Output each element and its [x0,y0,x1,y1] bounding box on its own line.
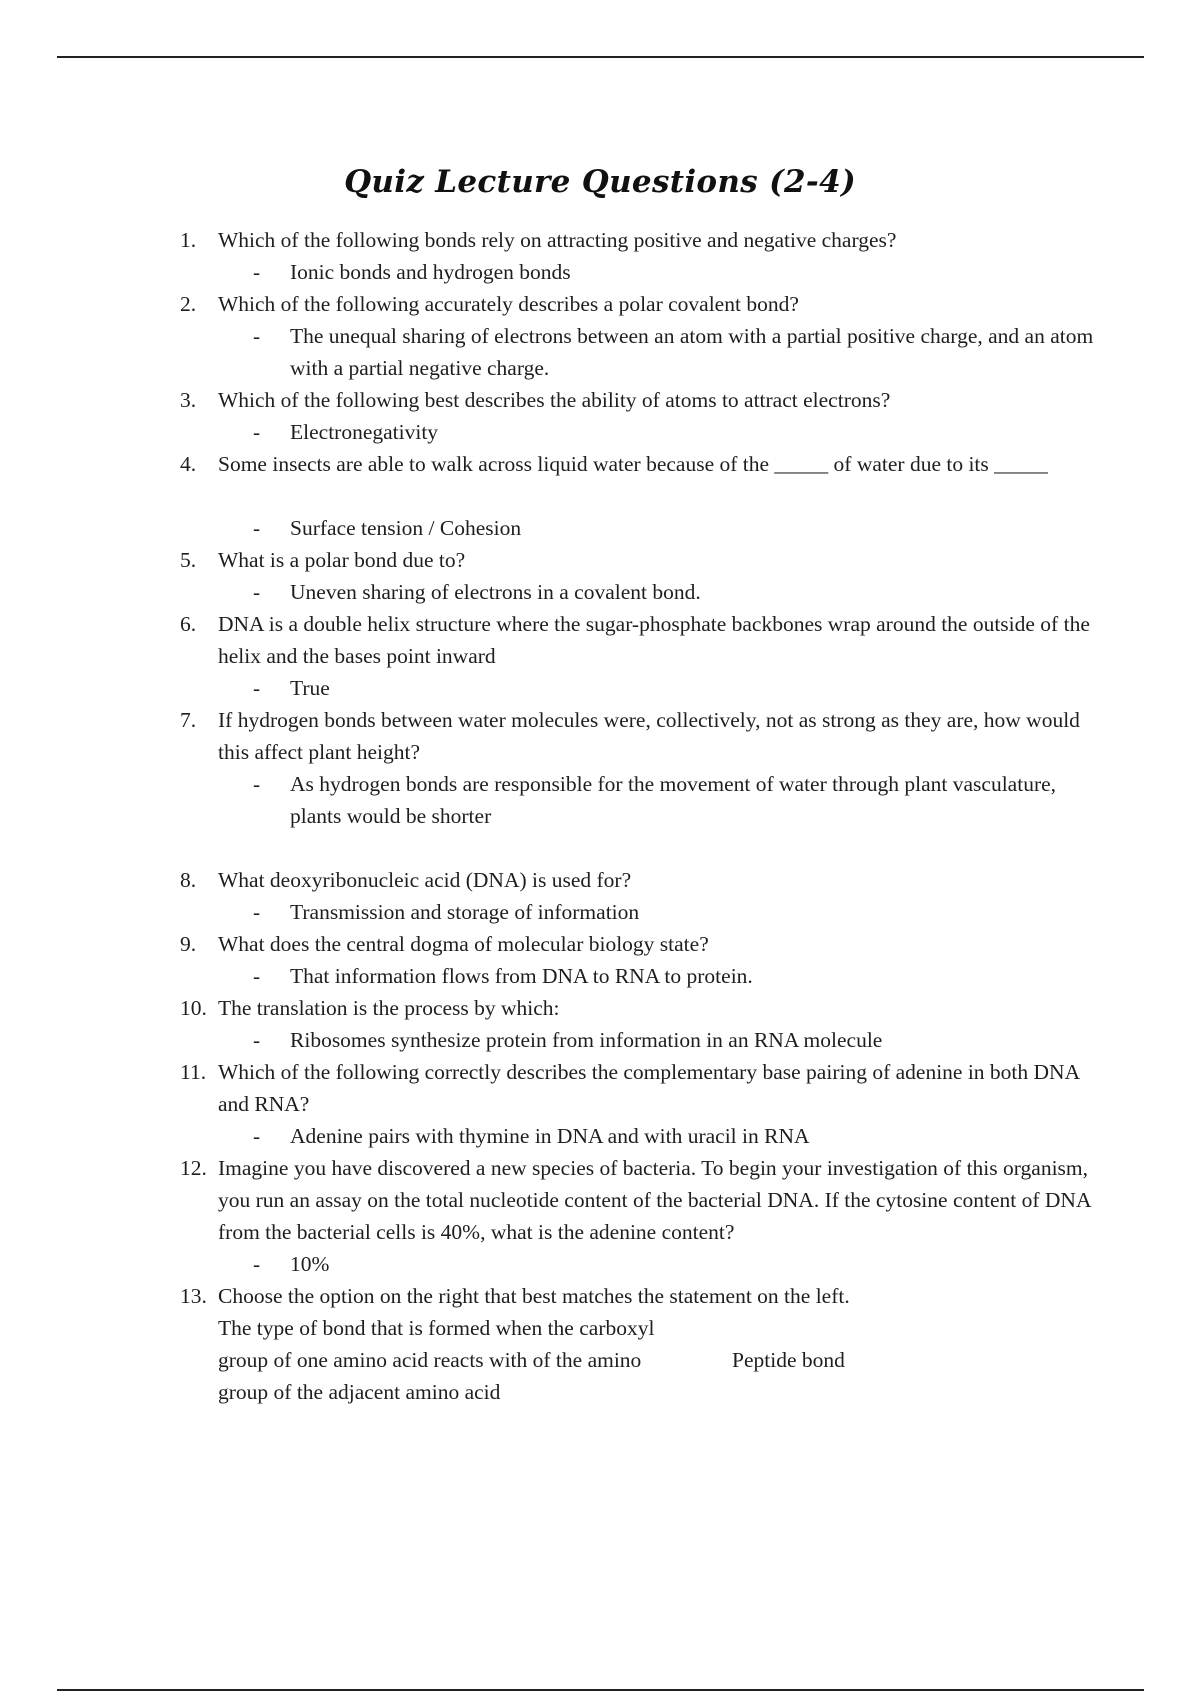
question-item-11 [180,1056,1100,1152]
question-text: Some insects are able to walk across liquid water because of the _____ of water due to its _____ [218,452,1048,476]
dash-bullet: - [253,1252,261,1276]
question-text: Which of the following best describes the ability of atoms to attract electrons? [218,388,891,412]
answer [253,1120,1100,1152]
dash-bullet: - [253,676,261,700]
answer-text: As hydrogen bonds are responsible for the movement of water through plant vasculature, plants would be shorter [290,772,1057,828]
question-text: What is a polar bond due to? [218,548,466,572]
answer-text: Uneven sharing of electrons in a covalent bond. [290,580,701,604]
question-number: 12. [180,1156,207,1180]
question-number: 1. [180,228,197,252]
page-title: Quiz Lecture Questions (2-4) [344,163,856,200]
question-item-9 [180,928,1100,992]
question-text: The translation is the process by which: [218,996,560,1020]
question-list [180,224,1100,1408]
question-text: Which of the following bonds rely on attracting positive and negative charges? [218,228,897,252]
answer [253,1024,1100,1056]
question-number: 4. [180,452,197,476]
answer-text: Surface tension / Cohesion [290,516,522,540]
bottom-rule [57,1689,1144,1691]
question-text: Choose the option on the right that best matches the statement on the left. [218,1284,850,1308]
dash-bullet: - [253,772,261,796]
question-item-7 [180,704,1100,832]
question-number: 9. [180,932,197,956]
question-number: 2. [180,292,197,316]
dash-bullet: - [253,580,261,604]
answer-text: The unequal sharing of electrons between an atom with a partial positive charge, and an atom with a partial negative charge. [290,324,1094,380]
answer-text: Transmission and storage of information [290,900,640,924]
answer [253,768,1100,832]
answer-text: 10% [290,1252,330,1276]
answer-text: Electronegativity [290,420,439,444]
dash-bullet: - [253,420,261,444]
dash-bullet: - [253,260,261,284]
question-text: What deoxyribonucleic acid (DNA) is used for? [218,868,632,892]
answer-text: Ribosomes synthesize protein from information in an RNA molecule [290,1028,883,1052]
matching-row [218,1312,1100,1408]
answer [253,416,1100,448]
question-number: 3. [180,388,197,412]
question-item-13 [180,1280,1100,1408]
answer-text: Adenine pairs with thymine in DNA and with uracil in RNA [290,1124,810,1148]
dash-bullet: - [253,964,261,988]
question-number: 11. [180,1060,207,1084]
answer [253,576,1100,608]
answer [253,512,1100,544]
answer [253,960,1100,992]
answer [253,320,1100,384]
answer-text: Ionic bonds and hydrogen bonds [290,260,571,284]
dash-bullet: - [253,900,261,924]
question-text: What does the central dogma of molecular biology state? [218,932,709,956]
question-number: 13. [180,1284,207,1308]
question-item-3 [180,384,1100,448]
dash-bullet: - [253,516,261,540]
question-text: If hydrogen bonds between water molecules were, collectively, not as strong as they are, how would this affect plant height? [218,708,1080,764]
question-item-2 [180,288,1100,384]
dash-bullet: - [253,1124,261,1148]
answer [253,256,1100,288]
answer [253,1248,1100,1280]
question-text: DNA is a double helix structure where the sugar-phosphate backbones wrap around the outside of the helix and the bases point inward [218,612,1090,668]
dash-bullet: - [253,1028,261,1052]
question-item-1 [180,224,1100,288]
question-item-4 [180,448,1100,544]
question-number: 10. [180,996,207,1020]
question-item-8 [180,864,1100,928]
answer [253,896,1100,928]
question-text: Which of the following correctly describes the complementary base pairing of adenine in both DNA and RNA? [218,1060,1079,1116]
question-item-10 [180,992,1100,1056]
answer-text: True [290,676,330,700]
blank-spacer [180,832,1100,864]
question-number: 5. [180,548,197,572]
question-number: 8. [180,868,197,892]
dash-bullet: - [253,324,261,348]
question-item-5 [180,544,1100,608]
question-number: 7. [180,708,197,732]
top-rule [57,56,1144,58]
answer [253,672,1100,704]
match-answer: Peptide bond [732,1348,845,1372]
answer-text: That information flows from DNA to RNA to protein. [290,964,753,988]
question-text: Which of the following accurately describes a polar covalent bond? [218,292,799,316]
question-item-12 [180,1152,1100,1280]
question-number: 6. [180,612,197,636]
question-item-6 [180,608,1100,704]
match-statement: The type of bond that is formed when the carboxyl group of one amino acid reacts with of the amino group of the adjacent amino acid [218,1316,655,1404]
question-text: Imagine you have discovered a new species of bacteria. To begin your investigation of this organism, you run an assay on the total nucleotide content of the bacterial DNA. If the cytosine content of DNA from the bacterial cells is 40%, what is the adenine content? [218,1156,1091,1244]
